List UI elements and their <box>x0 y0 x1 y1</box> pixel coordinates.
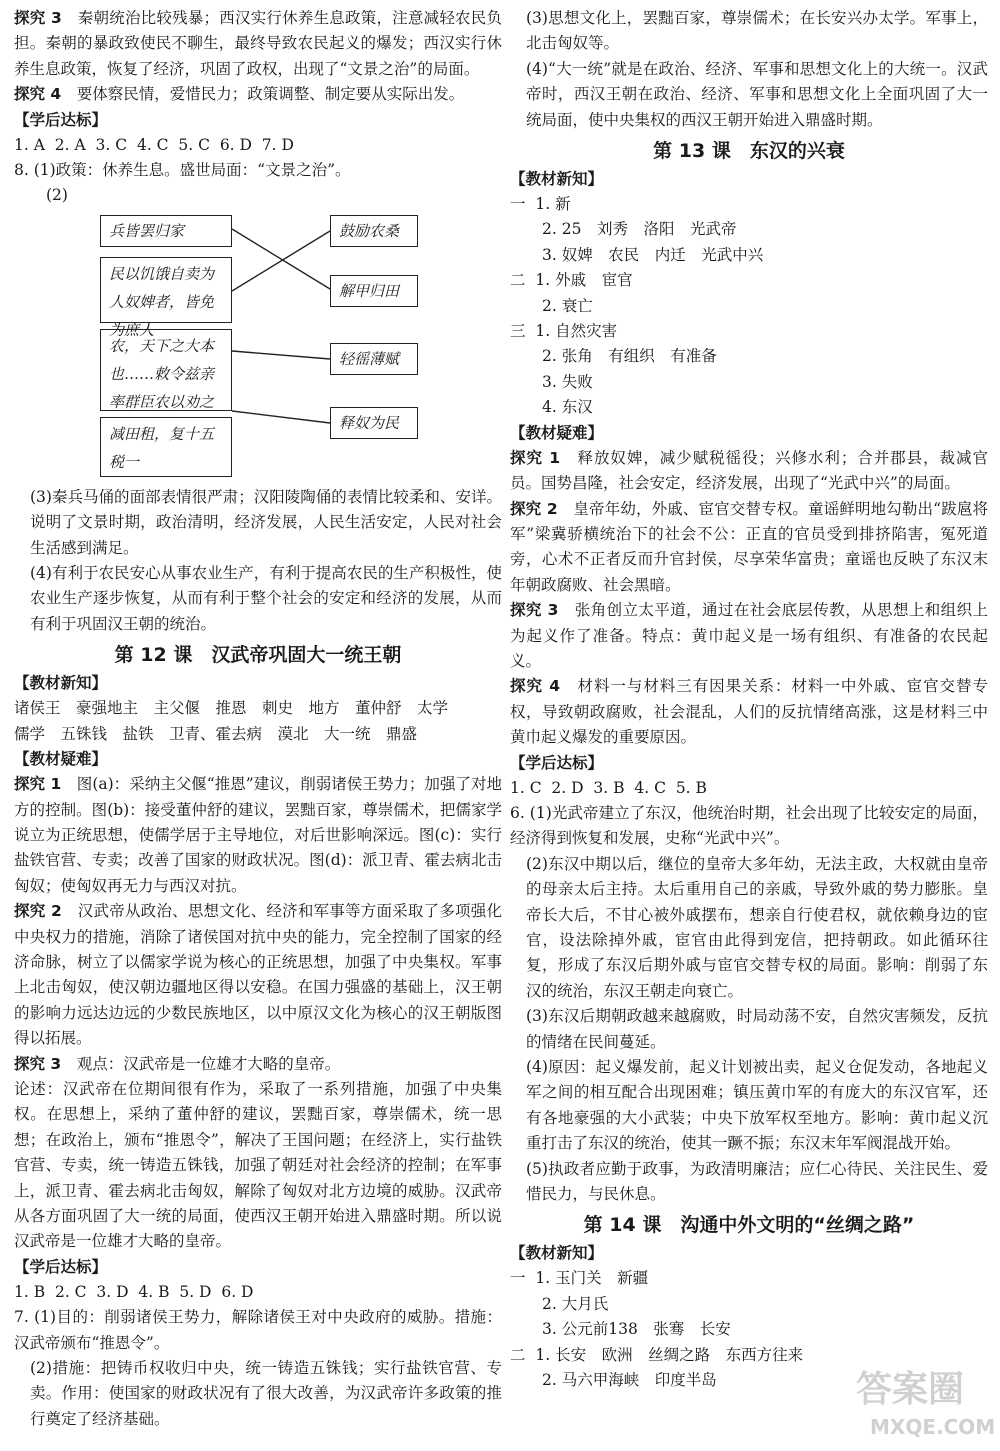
paragraph: (3)东汉后期朝政越来越腐败，时局动荡不安，自然灾害频发，反抗的情绪在民间蔓延。 <box>526 1007 988 1051</box>
lesson-title: 第 12 课 汉武帝巩固大一统王朝 <box>114 644 402 667</box>
paragraph <box>14 1052 502 1077</box>
paragraph <box>14 772 502 899</box>
paragraph: (2) <box>46 186 68 205</box>
list-item: 一 1. 玉门关 新疆 <box>510 1269 649 1288</box>
text: 观点：汉武帝是一位雄才大略的皇帝。 <box>76 1054 341 1073</box>
left-box: 农，天下之大本也……敕令兹亲率群臣农以劝之 <box>100 329 232 411</box>
label: 探究 3 <box>510 601 559 620</box>
connector-line <box>232 411 330 423</box>
watermark-bottom: MXQE.COM <box>870 1415 996 1439</box>
label: 探究 3 <box>14 9 62 27</box>
answer-line: 1. A 2. A 3. C 4. C 5. C 6. D 7. D <box>14 135 294 154</box>
list-item: 2. 25 刘秀 洛阳 光武帝 <box>542 220 737 239</box>
label: 探究 1 <box>14 775 62 794</box>
paragraph: (3)思想文化上，罢黜百家，尊崇儒术；在长安兴办太学。军事上，北击匈奴等。 <box>526 9 988 53</box>
paragraph <box>14 82 502 107</box>
paragraph <box>510 674 988 750</box>
text: 张角创立太平道，通过在社会底层传教，从思想上和组织上为起义作了准备。特点：黄巾起义是一场有组织、有准备的农民起义。 <box>510 601 988 670</box>
list-item: 3. 奴婢 农民 内迁 光武中兴 <box>542 245 764 264</box>
right-box: 轻徭薄赋 <box>330 343 418 375</box>
list-item: 一 1. 新 <box>510 195 571 214</box>
paragraph: (4)原因：起义爆发前，起义计划被出卖，起义仓促发动，各地起义军之间的相互配合出现困难；镇压黄巾军的有庞大的东汉官军，还有各地豪强的大小武装；中央下放军权至地方。影响：黄巾起义沉重打击了东汉的统治，使其一蹶不振；东汉末年军阀混战开始。 <box>526 1058 988 1153</box>
paragraph <box>510 446 988 497</box>
right-box: 释奴为民 <box>330 407 418 439</box>
terms-line: 儒学 五铢钱 盐铁 卫青、霍去病 漠北 大一统 鼎盛 <box>14 724 418 743</box>
list-item: 2. 大月氏 <box>542 1294 609 1313</box>
label: 探究 4 <box>14 85 62 104</box>
terms-line: 诸侯王 豪强地主 主父偃 推恩 刺史 地方 董仲舒 太学 <box>14 699 449 718</box>
paragraph: (4)“大一统”就是在政治、经济、军事和思想文化上的大统一。汉武帝时，西汉王朝在政治、经济、军事和思想文化上全面巩固了大一统局面，使中央集权的西汉王朝开始进入鼎盛时期。 <box>526 59 988 129</box>
right-box: 鼓励农桑 <box>330 215 418 247</box>
section-heading: 【教材疑难】 <box>510 423 604 442</box>
list-item: 2. 衰亡 <box>542 296 593 315</box>
lesson-title: 第 13 课 东汉的兴衰 <box>653 140 845 163</box>
watermark-logo <box>842 1355 996 1445</box>
text: 图(a)：采纳主父偃“推恩”建议，削弱诸侯王势力；加强了对地方的控制。图(b)：接受董仲舒的建议，罢黜百家，尊崇儒术，把儒家学说立为正统思想，使儒学居于主导地位，对后世影响深远。图(c)：实行盐铁官营、专卖；改善了国家的财政状况。图(d)：派卫青、霍去病北击匈奴；使匈奴再无力与西汉对抗。 <box>14 775 502 895</box>
right-column <box>510 6 988 1394</box>
left-column <box>14 6 502 1432</box>
text: 释放奴婢，减少赋税徭役；兴修水利；合并郡县，裁减官员。国势昌隆，社会安定，经济发展，出现了“光武中兴”的局面。 <box>510 448 988 493</box>
label: 探究 1 <box>510 448 561 467</box>
text: 汉武帝从政治、思想文化、经济和军事等方面采取了多项强化中央权力的措施，消除了诸侯国对抗中央的能力，完全控制了国家的经济命脉，树立了以儒家学说为核心的正统思想，加强了中央集权。军事上北击匈奴，使汉朝边疆地区得以安稳。在国力强盛的基础上，汉王朝的影响力远达边远的少数民族地区，以中原汉文化为核心的汉王朝版图得以拓展。 <box>14 902 502 1048</box>
paragraph: (4)有利于农民安心从事农业生产，有利于提高农民的生产积极性，使农业生产逐步恢复，从而有利于整个社会的安定和经济的发展，从而有利于巩固汉王朝的统治。 <box>30 564 502 633</box>
section-heading: 【教材新知】 <box>14 674 108 693</box>
left-box: 减田租，复十五税一 <box>100 417 232 477</box>
answer-line: 1. B 2. C 3. D 4. B 5. D 6. D <box>14 1282 254 1301</box>
text: 秦朝统治比较残暴；西汉实行休养生息政策，注意减轻农民负担。秦朝的暴政致使民不聊生，最终导致农民起义的爆发；西汉实行休养生息政策，恢复了经济，巩固了政权，出现了“文景之治”的局面。 <box>14 9 502 78</box>
paragraph: (2)措施：把铸币权收归中央，统一铸造五铢钱；实行盐铁官营、专卖。作用：使国家的财政状况有了很大改善，为汉武帝许多政策的推行奠定了经济基础。 <box>30 1359 502 1428</box>
right-box: 解甲归田 <box>330 275 418 307</box>
label: 探究 3 <box>14 1054 62 1073</box>
section-heading: 【学后达标】 <box>14 110 108 129</box>
matching-diagram <box>14 211 502 471</box>
section-heading: 【教材新知】 <box>510 1244 604 1263</box>
list-item: 二 1. 外戚 宦官 <box>510 271 633 290</box>
list-item: 三 1. 自然灾害 <box>510 322 618 341</box>
left-box: 兵皆罢归家 <box>100 215 232 247</box>
paragraph: (5)执政者应勤于政事，为政清明廉洁；应仁心待民、关注民生、爱惜民力，与民休息。 <box>526 1159 988 1204</box>
connector-lines <box>14 211 502 439</box>
connector-line <box>232 351 330 359</box>
paragraph <box>510 598 988 674</box>
paragraph: 8. (1)政策：休养生息。盛世局面：“文景之治”。 <box>14 161 351 180</box>
paragraph: 6. (1)光武帝建立了东汉，他统治时期，社会出现了比较安定的局面，经济得到恢复和发展，史称“光武中兴”。 <box>510 803 988 848</box>
paragraph: 论述：汉武帝在位期间很有作为，采取了一系列措施，加强了中央集权。在思想上，采纳了董仲舒的建议，罢黜百家，尊崇儒术，统一思想；在政治上，颁布“推恩令”，解决了王国问题；在经济上，实行盐铁官营、专卖，统一铸造五铢钱，加强了朝廷对社会经济的控制；在军事上，派卫青、霍去病北击匈奴，解除了匈奴对北方边境的威胁。汉武帝从各方面巩固了大一统的局面，使西汉王朝开始进入鼎盛时期。所以说汉武帝是一位雄才大略的皇帝。 <box>14 1079 502 1251</box>
left-box: 民以饥饿自卖为人奴婢者，皆免为庶人 <box>100 257 232 323</box>
section-heading: 【教材疑难】 <box>14 750 108 769</box>
label: 探究 2 <box>510 499 558 518</box>
section-heading: 【教材新知】 <box>510 170 604 189</box>
label: 探究 2 <box>14 902 62 921</box>
connector-line <box>232 229 330 289</box>
connector-line <box>232 231 330 291</box>
list-item: 二 1. 长安 欧洲 丝绸之路 东西方往来 <box>510 1345 804 1364</box>
list-item: 2. 马六甲海峡 印度半岛 <box>542 1371 717 1390</box>
list-item: 2. 张角 有组织 有准备 <box>542 347 717 366</box>
list-item: 3. 公元前138 张骞 长安 <box>542 1320 731 1339</box>
text: 皇帝年幼，外戚、宦官交替专权。童谣鲜明地勾勒出“跋扈将军”梁冀骄横统治下的社会不公：正直的官员受到排挤陷害，冤死道旁，心术不正者反而升官封侯，尽享荣华富贵；童谣也反映了东汉末年朝政腐败、社会黑暗。 <box>510 499 988 594</box>
watermark-top: 答案圈 <box>856 1369 965 1410</box>
text: 材料一与材料三有因果关系：材料一中外戚、宦官交替专权，导致朝政腐败，社会混乱，人们的反抗情绪高涨，这是材料三中黄巾起义爆发的重要原因。 <box>510 677 988 747</box>
paragraph <box>510 497 988 599</box>
label: 探究 4 <box>510 677 561 696</box>
paragraph: (2)东汉中期以后，继位的皇帝大多年幼，无法主政，大权就由皇帝的母亲太后主持。太后重用自己的亲戚，导致外戚的势力膨胀。皇帝长大后，不甘心被外戚摆布，想亲自行使君权，就依赖身边的宦官，设法除掉外戚，宦官由此得到宠信，把持朝政。如此循环往复，形成了东汉后期外戚与宦官交替专权的局面。影响：削弱了东汉的统治，东汉王朝走向衰亡。 <box>526 854 988 1000</box>
text: 要体察民情，爱惜民力；政策调整、制定要从实际出发。 <box>76 85 465 104</box>
list-item: 4. 东汉 <box>542 398 593 417</box>
paragraph <box>14 899 502 1051</box>
list-item: 3. 失败 <box>542 372 593 391</box>
answer-line: 1. C 2. D 3. B 4. C 5. B <box>510 778 707 797</box>
section-heading: 【学后达标】 <box>510 753 604 772</box>
section-heading: 【学后达标】 <box>14 1257 108 1276</box>
paragraph: (3)秦兵马俑的面部表情很严肃；汉阳陵陶俑的表情比较柔和、安详。说明了文景时期，政治清明，经济发展，人民生活安定，人民对社会生活感到满足。 <box>30 487 502 557</box>
paragraph: 7. (1)目的：削弱诸侯王势力，解除诸侯王对中央政府的威胁。措施：汉武帝颁布“推恩令”。 <box>14 1308 502 1352</box>
paragraph <box>14 6 502 82</box>
lesson-title: 第 14 课 沟通中外文明的“丝绸之路” <box>583 1214 915 1237</box>
